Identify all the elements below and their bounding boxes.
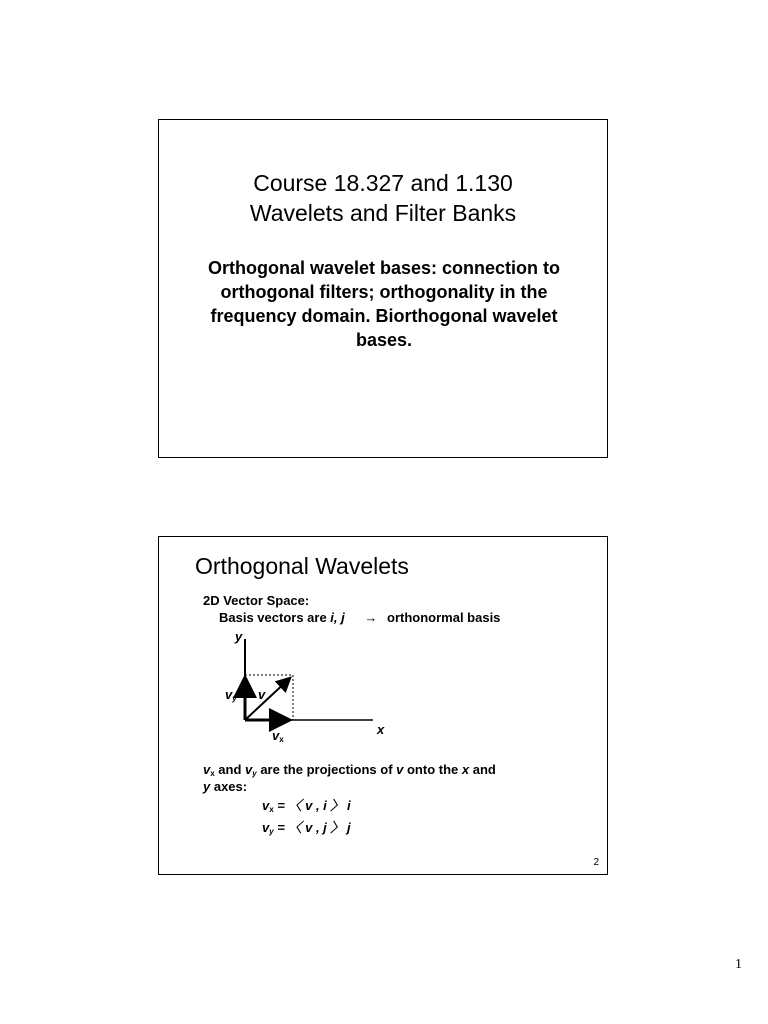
v-label: v [258,687,266,702]
projection-line-2 [203,778,247,795]
eq1-sub: x [269,805,274,814]
right-arrow-icon: → [364,610,378,625]
proj-v2: v [245,762,253,777]
vy-sub: y [232,694,237,703]
basis-vars: i, j [330,610,345,625]
vx-sub: x [279,735,284,744]
proj-sub2: y [252,769,257,778]
vx-main: v [272,728,280,743]
page-number: 1 [735,957,742,972]
vector-diagram [159,537,609,876]
vector-space-label: 2D Vector Space: [203,593,310,608]
slide-1 [158,119,608,458]
y-axis-label: y [235,629,243,644]
slide-1-title [159,168,607,228]
eq1-lhs: v [262,798,270,813]
x-axis-label: x [377,722,385,737]
proj-mid: are the projections of [256,762,397,777]
vy-main: v [225,687,233,702]
basis-suffix: orthonormal basis [387,610,501,625]
slide-1-subtitle: Orthogonal wavelet bases: connection to orthogonal filters; orthogonality in the frequency domain. Biorthogonal wavelet bases. [207,258,561,350]
proj-y: y [203,779,211,794]
eq1-rhs: = 〈 v , i 〉 i [273,798,351,813]
eq2-lhs: v [262,820,270,835]
title-line-1: Course 18.327 and 1.130 [253,170,513,196]
slide-2 [158,536,608,875]
proj-sub1: x [210,769,215,778]
slide-2-title: Orthogonal Wavelets [195,553,409,579]
proj-onto: onto the [403,762,462,777]
proj-v1: v [203,762,211,777]
title-line-2: Wavelets and Filter Banks [249,200,517,226]
proj-and2: and [469,762,496,777]
v-arrow [245,679,289,720]
proj-v: v [396,762,404,777]
proj-axes: axes: [210,779,248,794]
basis-prefix: Basis vectors are [219,610,331,625]
eq2-rhs: = 〈 v , j 〉 j [273,820,351,835]
vy-label [225,687,237,703]
slide-number: 2 [593,857,599,868]
equation-1 [262,797,351,818]
eq2-sub: y [269,827,274,836]
equation-2 [262,819,351,840]
vx-label [272,728,284,744]
proj-x: x [461,762,470,777]
proj-and: and [214,762,246,777]
